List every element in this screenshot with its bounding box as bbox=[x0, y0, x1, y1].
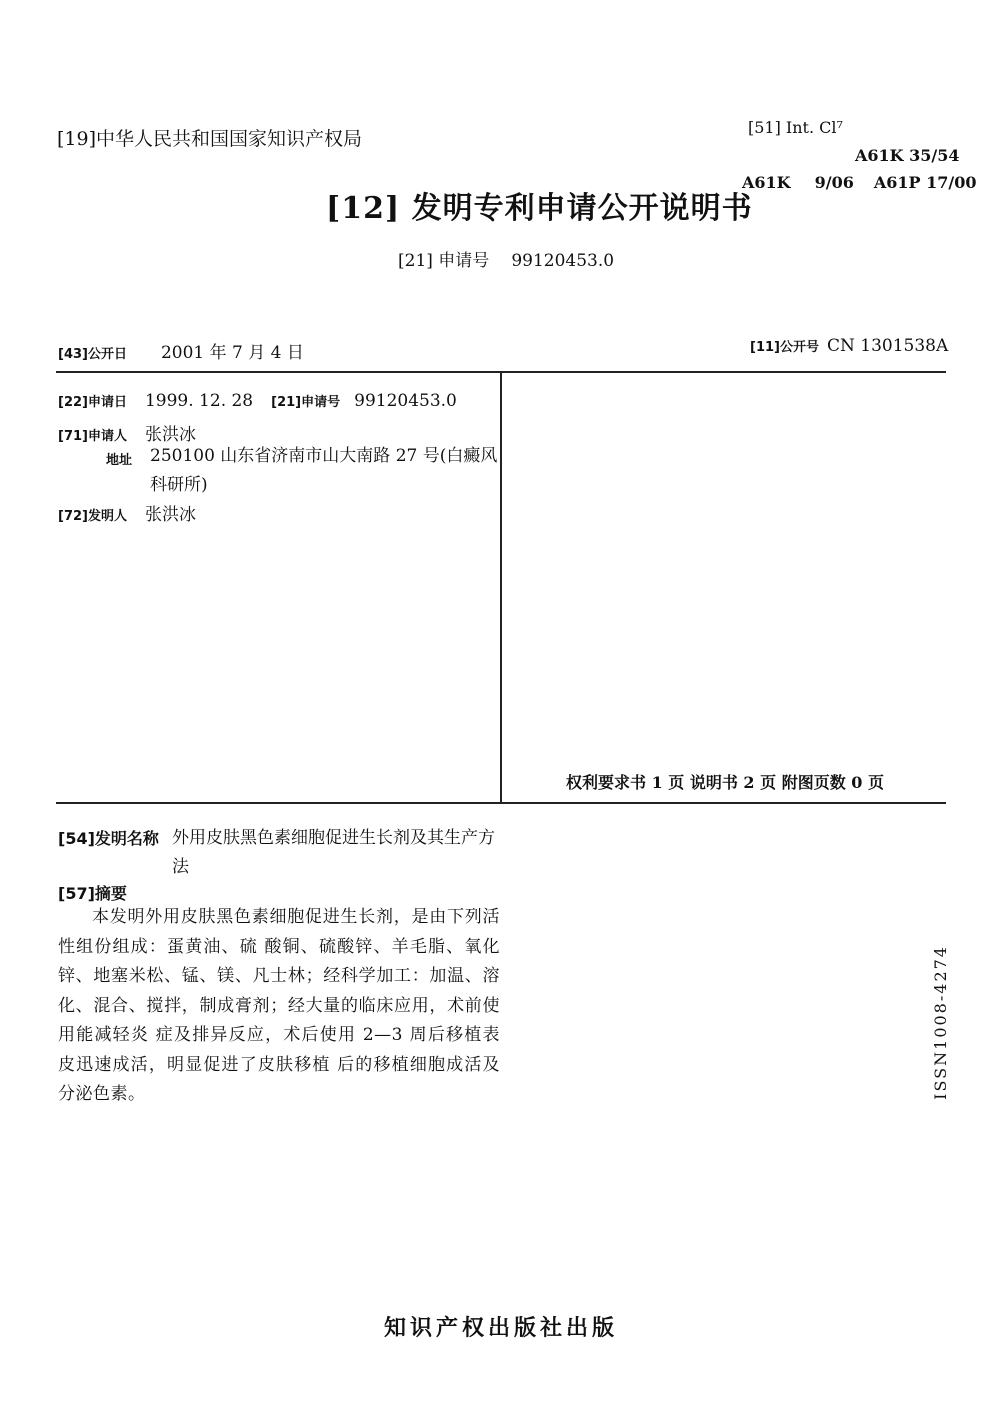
abstract-label: [57]摘要 bbox=[58, 884, 127, 903]
ipc-code-2c: A61P 17/00 bbox=[873, 173, 977, 192]
issn-code: ISSN1008-4274 bbox=[931, 945, 950, 1100]
header-application-number-label: [21] 申请号 bbox=[398, 251, 490, 271]
application-number: 99120453.0 bbox=[354, 391, 457, 411]
application-number-label: [21]申请号 bbox=[271, 395, 341, 410]
filing-date-label: [22]申请日 bbox=[58, 395, 127, 410]
publisher: 知识产权出版社出版 bbox=[384, 1315, 619, 1341]
filing-row bbox=[58, 391, 457, 411]
publication-number-label: [11]公开号 bbox=[750, 340, 819, 355]
applicant-label: [71]申请人 bbox=[58, 429, 127, 444]
ipc-code-1: A61K 35/54 bbox=[855, 146, 960, 165]
filing-date: 1999. 12. 28 bbox=[144, 391, 254, 411]
ipc-label: [51] Int. Cl⁷ bbox=[748, 118, 843, 137]
rule-bottom bbox=[56, 802, 946, 804]
office-name: [19]中华人民共和国国家知识产权局 bbox=[57, 128, 363, 150]
publication-number-row bbox=[750, 336, 948, 356]
publication-number: CN 1301538A bbox=[826, 336, 949, 356]
document-title: [12] 发明专利申请公开说明书 bbox=[326, 191, 753, 226]
applicant-name: 张洪冰 bbox=[144, 425, 196, 445]
header-application-number-value: 99120453.0 bbox=[511, 251, 615, 271]
ipc-code-2a: A61K bbox=[742, 173, 791, 192]
ipc-code-2b: 9/06 bbox=[814, 173, 854, 192]
header-application-number bbox=[398, 246, 614, 271]
publication-date-label: [43]公开日 bbox=[58, 347, 127, 362]
address-label: 地址 bbox=[106, 453, 133, 468]
invention-name: 外用皮肤黑色素细胞促进生长剂及其生产方法 bbox=[172, 828, 495, 877]
publication-date-row bbox=[58, 338, 304, 363]
abstract-text: 本发明外用皮肤黑色素细胞促进生长剂，是由下列活性组份组成：蛋黄油、硫 酸铜、硫酸锌、羊毛脂、氧化锌、地塞米松、锰、镁、凡士林；经科学加工：加温、溶化、混合、搅拌，制成膏剂；经大量的临床应用，术前使用能减轻炎 症及排异反应，术后使用 2—3 周后移植表皮迅速成活，明显促进了皮肤移植 后的移植细胞成活及分泌色素。 bbox=[58, 907, 500, 1104]
publication-date: 2001 年 7 月 4 日 bbox=[160, 343, 304, 363]
invention-name-label: [54]发明名称 bbox=[58, 829, 159, 848]
rule-column-divider bbox=[500, 371, 502, 804]
page-count-info: 权利要求书 1 页 说明书 2 页 附图页数 0 页 bbox=[566, 773, 884, 792]
address: 250100 山东省济南市山大南路 27 号(白癜风科研所) bbox=[150, 446, 498, 495]
inventor-label: [72]发明人 bbox=[58, 509, 127, 524]
inventor-row bbox=[58, 500, 196, 525]
ipc-code-line-2 bbox=[742, 173, 977, 192]
inventor-name: 张洪冰 bbox=[144, 505, 196, 525]
